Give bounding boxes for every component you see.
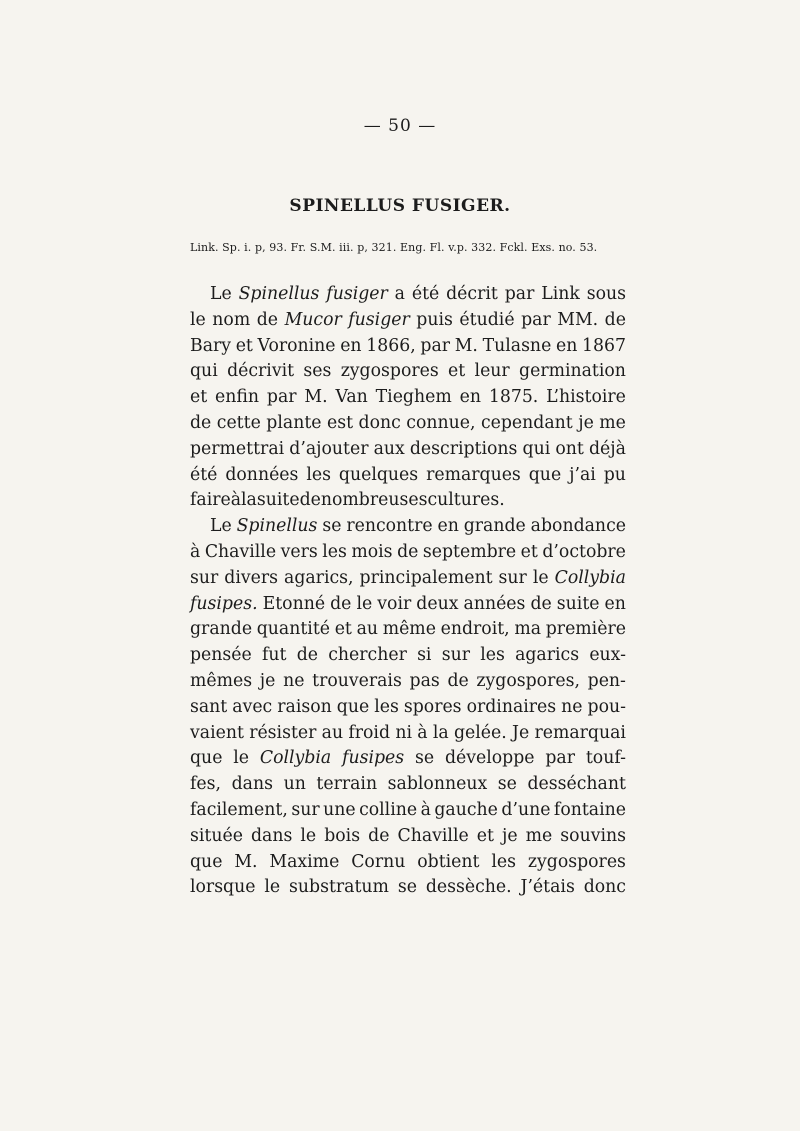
text-line: de cette plante est donc connue, cependant je me — [190, 412, 626, 433]
text-line: fusipes. Etonné de le voir deux années de suite en — [190, 593, 626, 614]
bibliographic-references: Link. Sp. i. p, 93. Fr. S.M. iii. p, 321. Eng. Fl. v.p. 332. Fckl. Exs. no. 53. — [190, 241, 598, 254]
text-line: sant avec raison que les spores ordinaires ne pou- — [190, 696, 626, 717]
text-line: été données les quelques remarques que j’ai pu — [190, 464, 626, 485]
text-line: fes, dans un terrain sablonneux se desséchant — [190, 774, 626, 795]
text-line: que M. Maxime Cornu obtient les zygospores — [190, 851, 626, 872]
text-line: vaient résister au froid ni à la gelée. Je remarquai — [190, 722, 626, 743]
text-line: mêmes je ne trouverais pas de zygospores, pen- — [190, 670, 626, 691]
body-text — [190, 282, 626, 901]
text-line: à Chaville vers les mois de septembre et d’octobre — [190, 541, 626, 562]
text-line: grande quantité et au même endroit, ma première — [190, 619, 626, 640]
text-line: sur divers agarics, principalement sur le Collybia — [190, 567, 626, 588]
text-line: qui décrivit ses zygospores et leur germination — [190, 361, 626, 382]
text-line: faire à la suite de nombreuses cultures. — [190, 490, 505, 511]
text-line: le nom de Mucor fusiger puis étudié par MM. de — [190, 309, 626, 330]
text-line: pensée fut de chercher si sur les agarics eux- — [190, 645, 626, 666]
section-title: SPINELLUS FUSIGER. — [289, 196, 511, 216]
text-line: lorsque le substratum se dessèche. J’étais donc — [190, 877, 626, 898]
text-line: permettrai d’ajouter aux descriptions qui ont déjà — [190, 438, 626, 459]
text-line: facilement, sur une colline à gauche d’une fontaine — [190, 799, 626, 820]
text-line: et enfin par M. Van Tieghem en 1875. L’histoire — [190, 387, 626, 408]
text-line: Bary et Voronine en 1866, par M. Tulasne en 1867 — [190, 335, 626, 356]
text-line: Le Spinellus fusiger a été décrit par Link sous — [210, 284, 626, 304]
text-line: située dans le bois de Chaville et je me souvins — [190, 825, 626, 846]
text-line: que le Collybia fusipes se développe par touf- — [190, 748, 626, 769]
text-line: Le Spinellus se rencontre en grande abondance — [210, 516, 626, 537]
page-number: — 50 — — [363, 116, 437, 136]
